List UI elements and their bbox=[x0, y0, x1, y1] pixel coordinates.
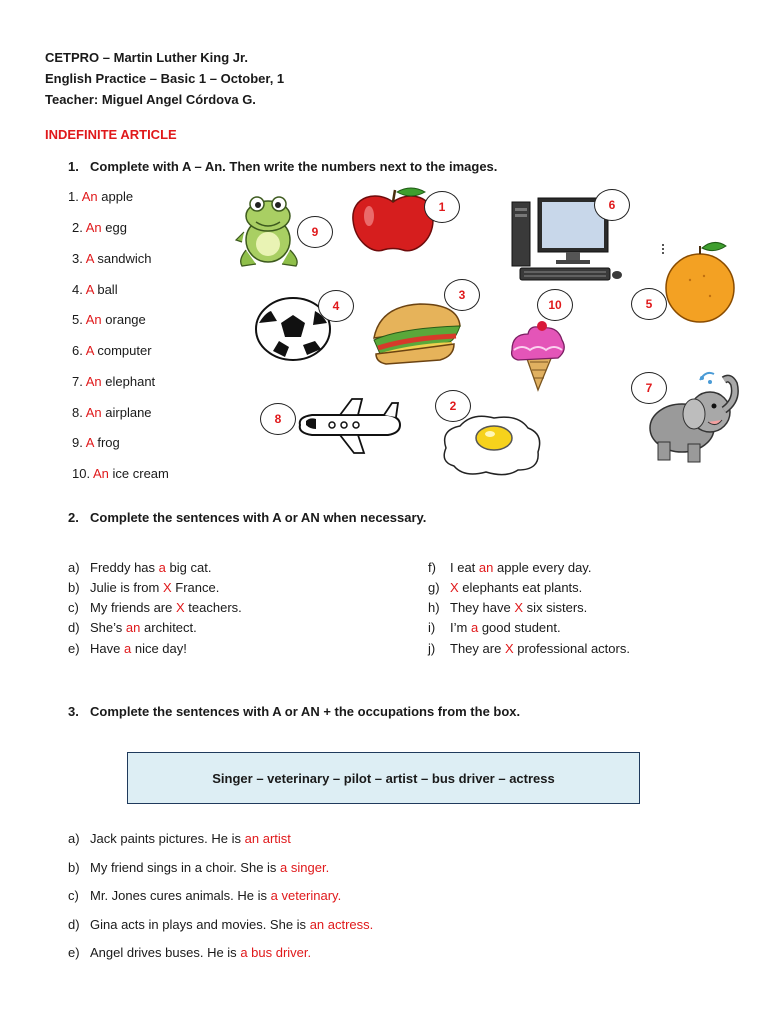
image-number-apple: 1 bbox=[424, 191, 460, 223]
sentence-e: e) Have a nice day! bbox=[68, 641, 187, 656]
list-item: 2. An egg bbox=[72, 220, 127, 235]
occupations-box bbox=[127, 752, 640, 804]
sentence-b: b) Julie is from X France. bbox=[68, 580, 220, 595]
sandwich-icon bbox=[370, 298, 464, 368]
image-number-elephant: 7 bbox=[631, 372, 667, 404]
school-name: CETPRO – Martin Luther King Jr. bbox=[45, 50, 248, 65]
occupations-list: Singer – veterinary – pilot – artist – bus driver – actress bbox=[212, 770, 555, 786]
image-number-airplane: 8 bbox=[260, 403, 296, 435]
exercise3-text: Complete the sentences with A or AN + the occupations from the box. bbox=[90, 704, 521, 719]
exercise1-instruction bbox=[68, 159, 497, 174]
section-title: INDEFINITE ARTICLE bbox=[45, 127, 177, 142]
list-item: 3. A sandwich bbox=[72, 251, 152, 266]
exercise2-number: 2. bbox=[68, 510, 79, 525]
apple-icon bbox=[347, 186, 439, 254]
list-item: 1. An apple bbox=[68, 189, 134, 204]
occupation-sentence-a: a) Jack paints pictures. He is an artist bbox=[68, 831, 291, 846]
exercise1-text: Complete with A – An. Then write the numbers next to the images. bbox=[90, 159, 498, 174]
image-number-ball: 4 bbox=[318, 290, 354, 322]
sentence-g: g) X elephants eat plants. bbox=[428, 580, 583, 595]
list-item: 7. An elephant bbox=[72, 374, 156, 389]
list-item: 5. An orange bbox=[72, 312, 146, 327]
image-number-egg: 2 bbox=[435, 390, 471, 422]
occupation-sentence-d: d) Gina acts in plays and movies. She is an actress. bbox=[68, 917, 374, 932]
list-item: 8. An airplane bbox=[72, 405, 152, 420]
exercise1-number: 1. bbox=[68, 159, 79, 174]
image-number-sandwich: 3 bbox=[444, 279, 480, 311]
occupation-sentence-c: c) Mr. Jones cures animals. He is a veterinary. bbox=[68, 888, 342, 903]
occupation-sentence-e: e) Angel drives buses. He is a bus driver. bbox=[68, 945, 312, 960]
list-item: 4. A ball bbox=[72, 282, 118, 297]
course-title: English Practice – Basic 1 – October, 1 bbox=[45, 71, 285, 86]
sentence-f: f) I eat an apple every day. bbox=[428, 560, 592, 575]
image-number-ice-cream: 10 bbox=[537, 289, 573, 321]
sentence-d: d) She’s an architect. bbox=[68, 620, 197, 635]
list-item: 6. A computer bbox=[72, 343, 152, 358]
list-item: 9. A frog bbox=[72, 435, 120, 450]
sentence-j: j) They are X professional actors. bbox=[428, 641, 630, 656]
exercise3-number: 3. bbox=[68, 704, 79, 719]
exercise3-instruction bbox=[68, 704, 520, 719]
list-item: 10. An ice cream bbox=[72, 466, 169, 481]
ice-cream-icon bbox=[508, 320, 570, 392]
image-number-frog: 9 bbox=[297, 216, 333, 248]
teacher-name: Teacher: Miguel Angel Córdova G. bbox=[45, 92, 256, 107]
exercise2-text: Complete the sentences with A or AN when necessary. bbox=[90, 510, 427, 525]
sentence-h: h) They have X six sisters. bbox=[428, 600, 588, 615]
exercise2-instruction bbox=[68, 510, 426, 525]
image-number-orange: 5 bbox=[631, 288, 667, 320]
frog-icon bbox=[234, 190, 306, 270]
sentence-i: i) I’m a good student. bbox=[428, 620, 561, 635]
orange-icon bbox=[660, 236, 738, 326]
sentence-c: c) My friends are X teachers. bbox=[68, 600, 242, 615]
occupation-sentence-b: b) My friend sings in a choir. She is a singer. bbox=[68, 860, 330, 875]
airplane-icon bbox=[292, 395, 404, 459]
sentence-a: a) Freddy has a big cat. bbox=[68, 560, 212, 575]
image-number-computer: 6 bbox=[594, 189, 630, 221]
